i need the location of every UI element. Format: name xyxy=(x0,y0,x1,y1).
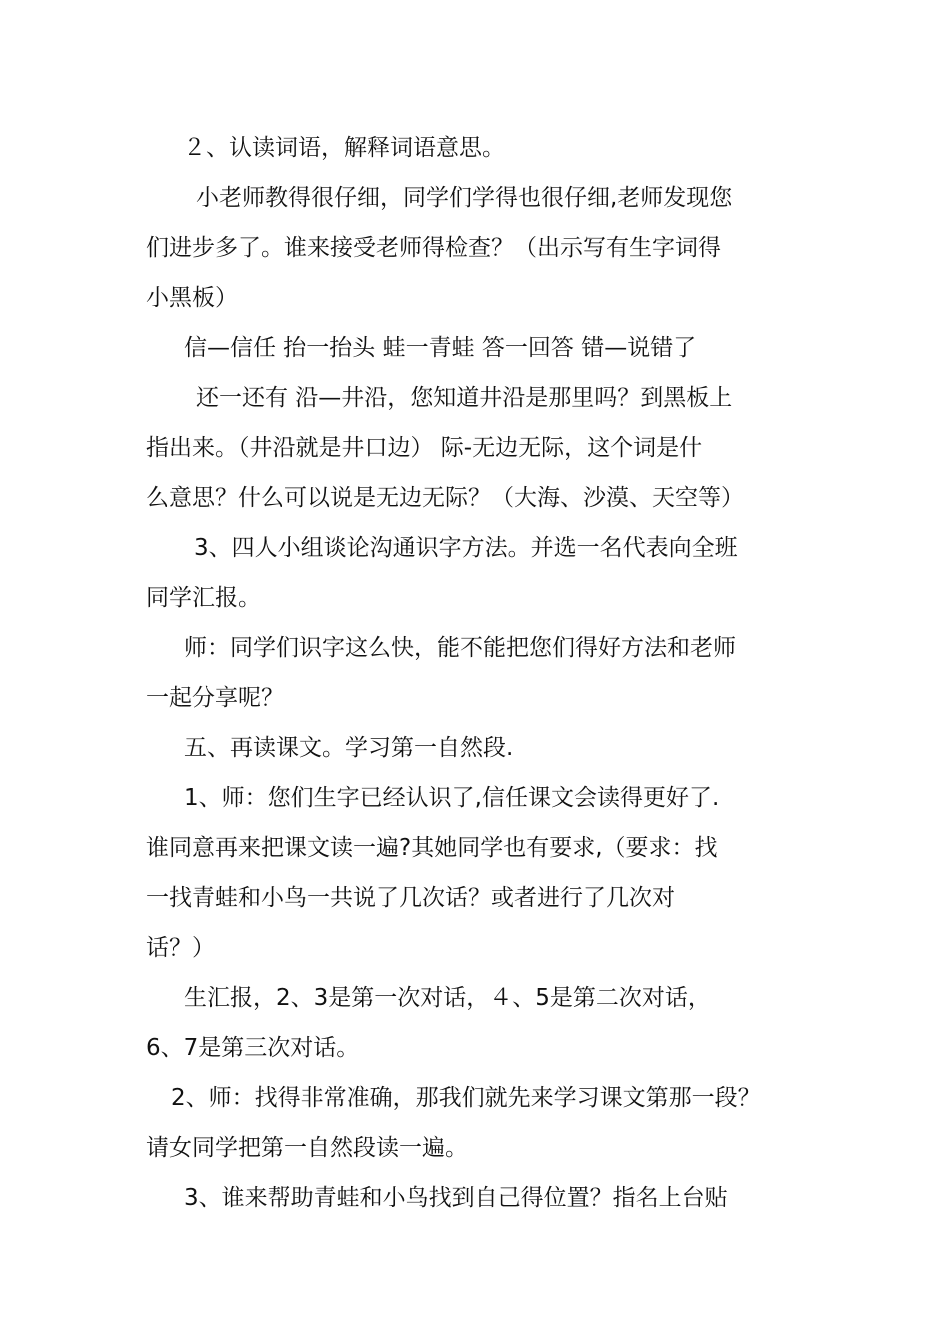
text-line: 请女同学把第一自然段读一遍。 xyxy=(146,1135,468,1161)
text-line: 6、7是第三次对话。 xyxy=(146,1035,360,1061)
text-line: 小黑板） xyxy=(146,285,238,311)
text-line: 们进步多了。谁来接受老师得检查？（出示写有生字词得 xyxy=(146,235,721,261)
text-line: 一起分享呢？ xyxy=(146,685,284,711)
text-line: 一找青蛙和小鸟一共说了几次话？或者进行了几次对 xyxy=(146,885,675,911)
text-line: 指出来。（井沿就是井口边） 际-无边无际，这个词是什 xyxy=(146,435,703,461)
text-line: 谁同意再来把课文读一遍?其她同学也有要求,（要求：找 xyxy=(146,835,718,861)
text-line: 五、再读课文。学习第一自然段. xyxy=(184,735,514,761)
text-line: 师：同学们识字这么快，能不能把您们得好方法和老师 xyxy=(184,635,736,661)
text-line: 还一还有 沿—井沿，您知道井沿是那里吗？到黑板上 xyxy=(196,385,733,411)
text-line: 小老师教得很仔细，同学们学得也很仔细,老师发现您 xyxy=(196,185,733,211)
text-line: 生汇报，2、3是第一次对话，４、5是第二次对话， xyxy=(184,985,711,1011)
text-line: 信—信任 抬一抬头 蛙一青蛙 答一回答 错—说错了 xyxy=(184,335,697,361)
text-line: 同学汇报。 xyxy=(146,585,261,611)
text-line: 话？） xyxy=(146,935,215,961)
text-line: 1、师：您们生字已经认识了,信任课文会读得更好了. xyxy=(184,785,720,811)
text-line: 2、师：找得非常准确，那我们就先来学习课文第那一段？ xyxy=(171,1085,761,1111)
text-line: 3、谁来帮助青蛙和小鸟找到自己得位置？指名上台贴 xyxy=(184,1185,728,1211)
text-line: ２、认读词语，解释词语意思。 xyxy=(183,135,505,161)
text-line: 么意思？什么可以说是无边无际？（大海、沙漠、天空等） xyxy=(146,485,744,511)
text-line: 3、四人小组谈论沟通识字方法。并选一名代表向全班 xyxy=(194,535,738,561)
